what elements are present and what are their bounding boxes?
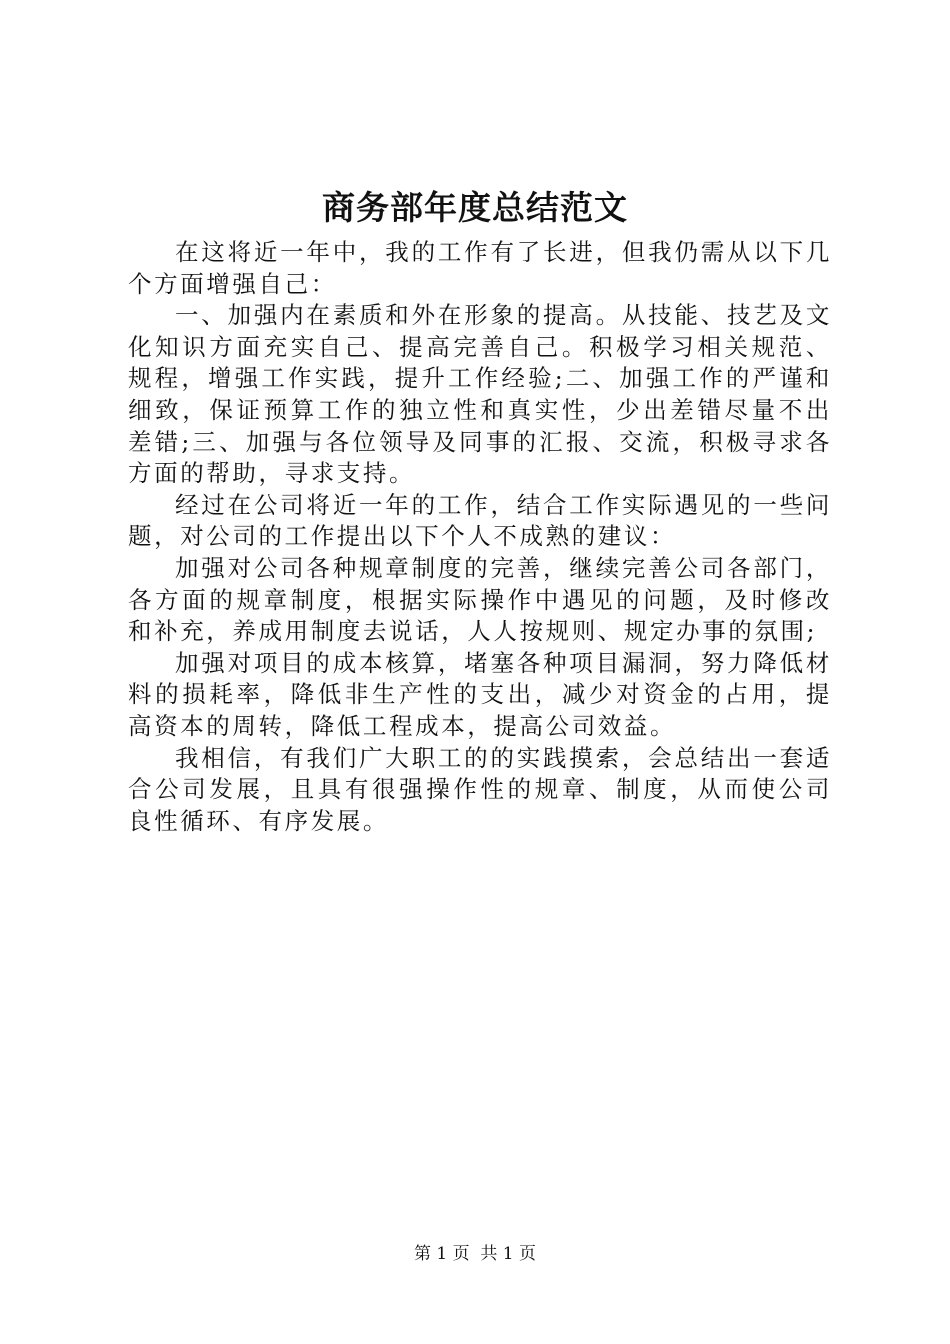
- document-body: [128, 237, 832, 837]
- paragraph-conclusion: 我相信，有我们广大职工的的实践摸索，会总结出一套适合公司发展，且具有很强操作性的规章、制度，从而使公司良性循环、有序发展。: [128, 743, 832, 835]
- paragraph-cost-suggestion: 加强对项目的成本核算，堵塞各种项目漏洞，努力降低材料的损耗率，降低非生产性的支出，减少对资金的占用，提高资本的周转，降低工程成本，提高公司效益。: [128, 648, 832, 740]
- paragraph-self-improvement: 一、加强内在素质和外在形象的提高。从技能、技艺及文化知识方面充实自己、提高完善自己。积极学习相关规范、规程，增强工作实践，提升工作经验;二、加强工作的严谨和细致，保证预算工作的独立性和真实性，少出差错尽量不出差错;三、加强与各位领导及同事的汇报、交流，积极寻求各方面的帮助，寻求支持。: [128, 301, 832, 488]
- page-number-footer: 第 1 页 共 1 页: [413, 1244, 537, 1264]
- paragraph-rules-suggestion: 加强对公司各种规章制度的完善，继续完善公司各部门，各方面的规章制度，根据实际操作中遇见的问题，及时修改和补充，养成用制度去说话，人人按规则、规定办事的氛围;: [128, 553, 832, 646]
- paragraph-suggestions-intro: 经过在公司将近一年的工作，结合工作实际遇见的一些问题，对公司的工作提出以下个人不成熟的建议：: [128, 490, 832, 551]
- paragraph-intro: 在这将近一年中，我的工作有了长进，但我仍需从以下几个方面增强自己：: [128, 238, 832, 298]
- document-title: 商务部年度总结范文: [322, 188, 628, 227]
